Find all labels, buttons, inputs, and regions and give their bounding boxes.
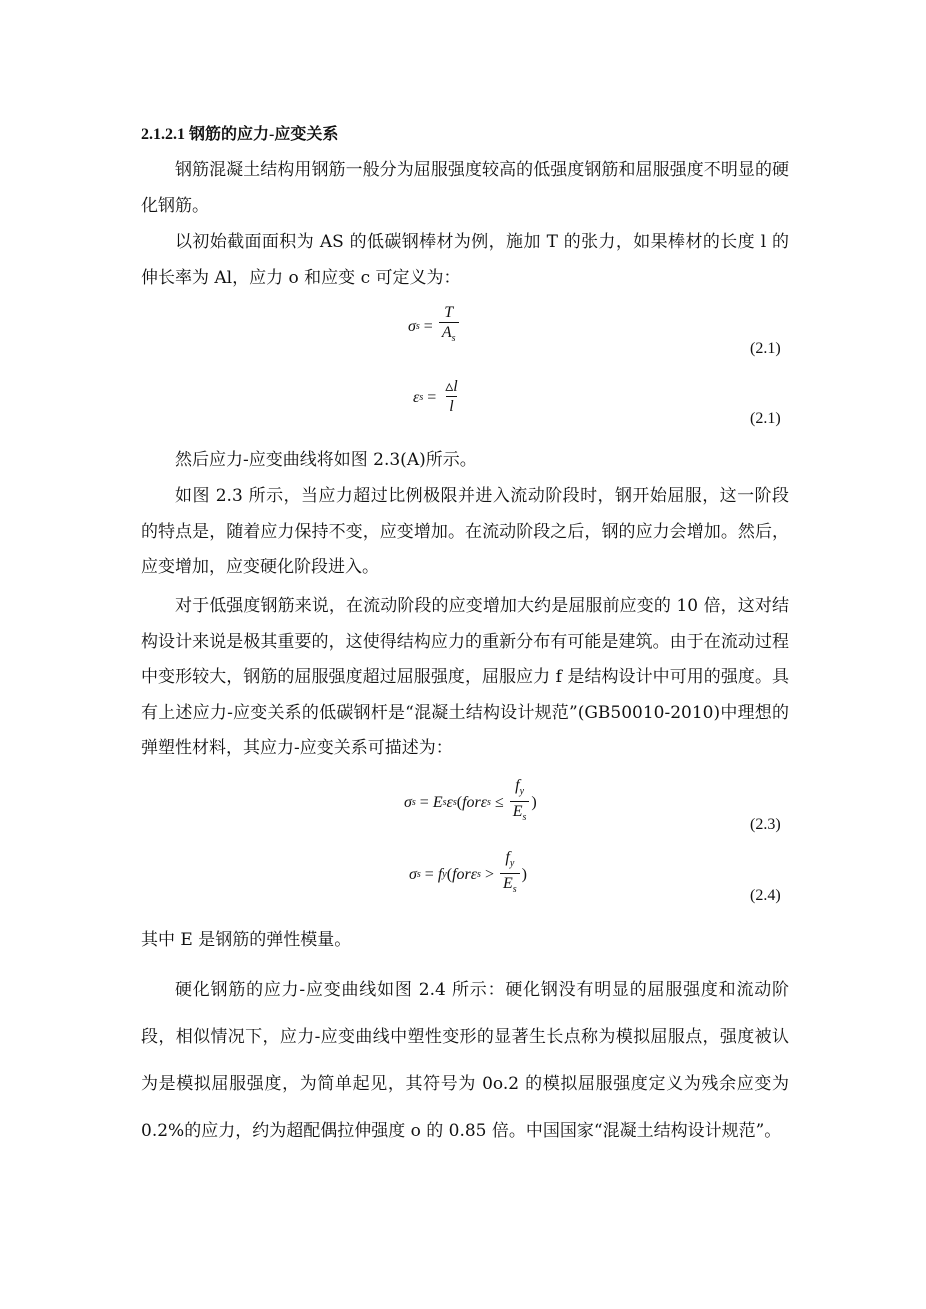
section-heading (141, 121, 338, 144)
section-number: 2.1.2.1 (141, 126, 185, 143)
paragraph-3: 然后应力-应变曲线将如图 2.3(A)所示。 (175, 450, 477, 470)
fraction: $\frac{▵l}{l}$ (445, 378, 458, 415)
equation-strain: ε s = $\frac{▵l}{l}$ (413, 378, 463, 417)
fraction: $\frac{f_y}{E_s}$ (500, 849, 520, 900)
fraction: $\frac{f_y}{E_s}$ (510, 777, 530, 828)
equation-plastic: σ s = f y ( for ε s > $\frac{f_y}{E_s}$ ) (409, 849, 527, 900)
paragraph-1: 钢筋混凝土结构用钢筋一般分为屈服强度较高的低强度钢筋和屈服强度不明显的硬化钢筋。 (141, 160, 789, 216)
equation-number: (2.4) (750, 887, 781, 904)
paragraph-5: 对于低强度钢筋来说，在流动阶段的应变增加大约是屈服前应变的 10 倍，这对结构设计来说是极其重要的，这使得结构应力的重新分布有可能是建筑。由于在流动过程中变形较大，钢筋的屈服强度超过屈服强度，屈服应力 f 是结构设计中可用的强度。具有上述应力-应变关系的低碳钢杆是“混凝土结构设计规范”(GB50010-2010)中理想的弹塑性材料，其应力-应变关系可描述为： (141, 596, 789, 758)
paragraph-6: 其中 E 是钢筋的弹性模量。 (141, 930, 352, 950)
paragraph-7: 硬化钢筋的应力-应变曲线如图 2.4 所示：硬化钢没有明显的屈服强度和流动阶段，相似情况下，应力-应变曲线中塑性变形的显著生长点称为模拟屈服点，强度被认为是模拟屈服强度，为简单起见，其符号为 0o.2 的模拟屈服强度定义为残余应变为 0.2%的应力，约为超配偶拉伸强度 o 的 0.85 倍。中国国家“混凝土结构设计规范”。 (141, 980, 789, 1141)
paragraph-4: 如图 2.3 所示，当应力超过比例极限并进入流动阶段时，钢开始屈服，这一阶段的特点是，随着应力保持不变，应变增加。在流动阶段之后，钢的应力会增加。然后，应变增加，应变硬化阶段进入。 (141, 486, 789, 577)
equation-number: (2.3) (750, 816, 781, 833)
equation-number: (2.1) (750, 340, 781, 357)
section-title: 钢筋的应力-应变关系 (189, 126, 339, 143)
equation-elastic: σ s = E s ε s ( for ε s ≤ $\frac{f_y}{E_s}$ ) (404, 777, 537, 828)
equation-number: (2.1) (750, 410, 781, 427)
fraction: $\frac{T}{A_s}$ (439, 304, 459, 349)
paragraph-2: 以初始截面面积为 AS 的低碳钢棒材为例，施加 T 的张力，如果棒材的长度 l 的伸长率为 Al，应力 o 和应变 c 可定义为： (141, 232, 789, 288)
equation-stress: σ s = $\frac{T}{A_s}$ (408, 304, 461, 349)
